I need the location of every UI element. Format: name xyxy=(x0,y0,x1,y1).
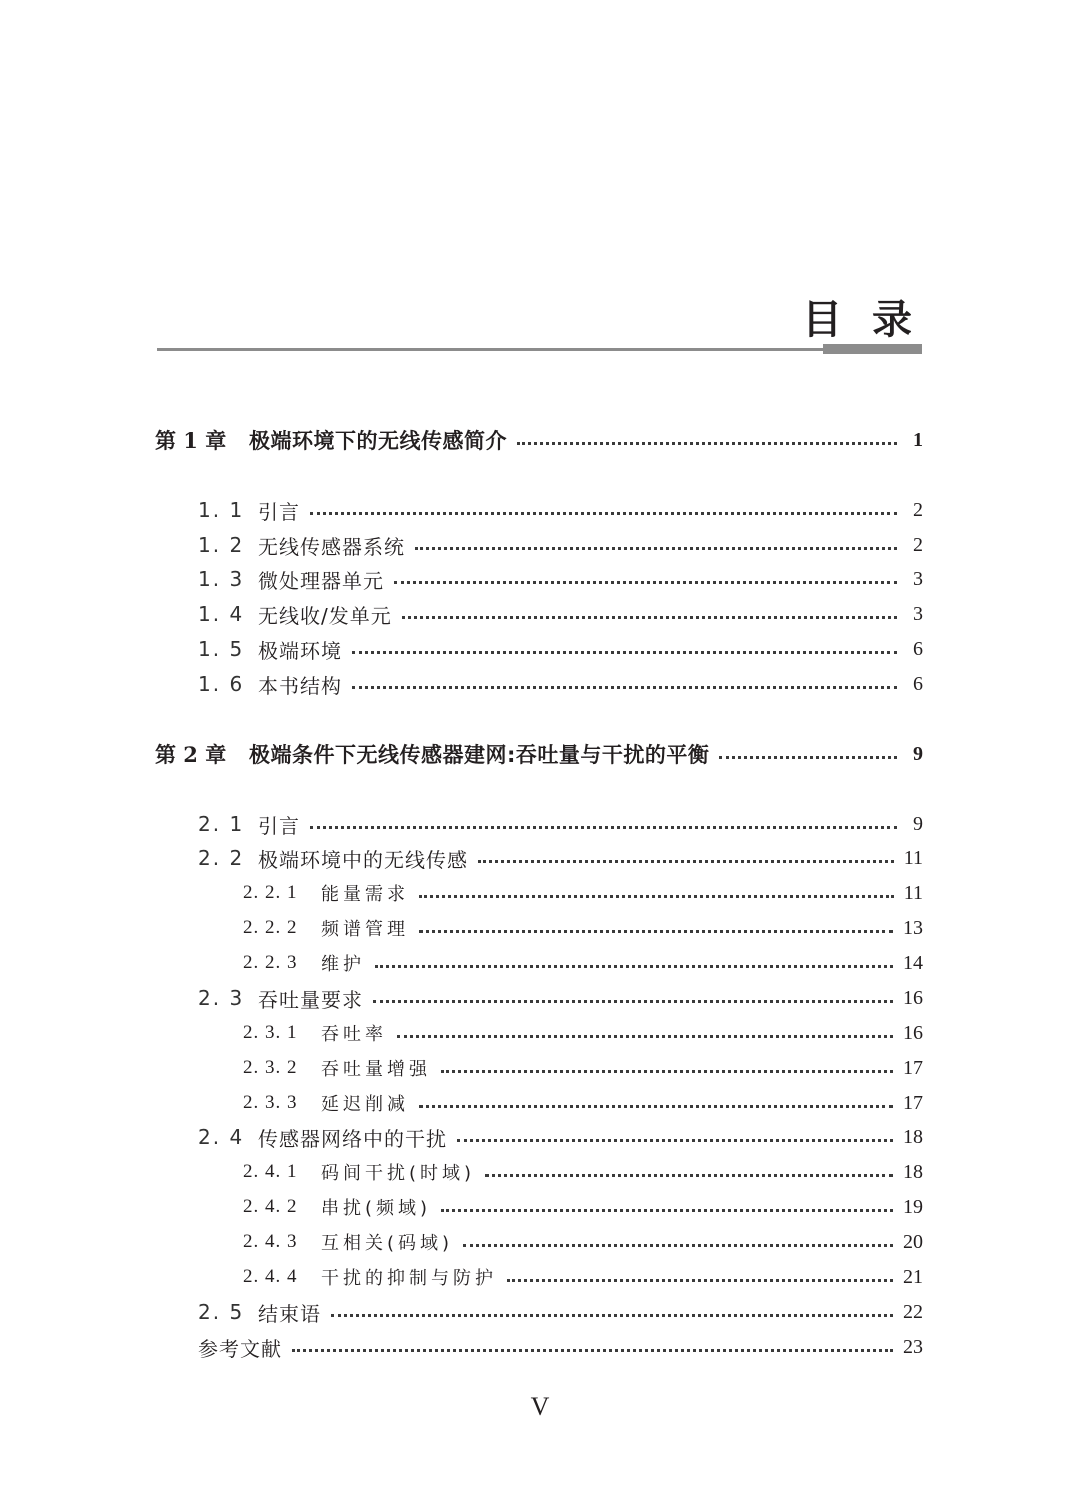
toc-entry-1-6[interactable] xyxy=(198,667,923,701)
toc-entry-1-3[interactable] xyxy=(198,562,923,596)
toc-entry-number: 1. 4 xyxy=(198,602,245,626)
toc-entry-title: 无线传感器系统 xyxy=(258,534,405,559)
toc-entry-page: 3 xyxy=(913,567,923,590)
toc-leader xyxy=(394,581,897,584)
toc-entry-number: 2. 4 xyxy=(198,1125,245,1149)
toc-leader xyxy=(463,1244,893,1247)
toc-entry-number: 2. 1 xyxy=(198,812,245,836)
toc-entry-page: 6 xyxy=(913,672,923,695)
toc-entry-page: 11 xyxy=(903,881,923,904)
title-rule xyxy=(157,348,823,351)
toc-entry-number: 2. 4. 4 xyxy=(243,1266,298,1287)
toc-entry-title: 吞吐量要求 xyxy=(258,987,363,1012)
toc-entry-2-1[interactable] xyxy=(198,807,923,841)
toc-entry-number: 1. 6 xyxy=(198,672,245,696)
toc-entry-title: 干扰的抑制与防护 xyxy=(321,1268,497,1289)
toc-entry-2-4-4[interactable] xyxy=(243,1260,923,1294)
toc-entry-2-2-1[interactable] xyxy=(243,876,923,910)
toc-entry-title: 传感器网络中的干扰 xyxy=(258,1126,447,1151)
toc-entry-page: 23 xyxy=(903,1335,923,1358)
toc-leader xyxy=(375,965,893,968)
toc-entry-1-5[interactable] xyxy=(198,632,923,666)
toc-entry-number: 2. 4. 1 xyxy=(243,1161,298,1182)
toc-entry-1-2[interactable] xyxy=(198,528,923,562)
toc-entry-title: 吞吐量增强 xyxy=(321,1059,431,1080)
title-rule-accent xyxy=(823,344,922,354)
toc-entry-title: 码间干扰(时域) xyxy=(321,1163,476,1184)
toc-entry-number: 1. 2 xyxy=(198,533,245,557)
toc-entry-number: 2. 2. 3 xyxy=(243,952,298,973)
toc-entry-title: 微处理器单元 xyxy=(258,568,384,593)
toc-entry-title: 极端环境下的无线传感简介 xyxy=(249,429,507,453)
toc-entry-title: 极端条件下无线传感器建网:吞吐量与干扰的平衡 xyxy=(249,743,710,767)
toc-entry-page: 19 xyxy=(903,1195,923,1218)
toc-entry-title: 引言 xyxy=(258,499,300,524)
toc-entry-2-4[interactable] xyxy=(198,1120,923,1154)
toc-entry-number: 2. 4. 2 xyxy=(243,1196,298,1217)
toc-entry-page: 18 xyxy=(903,1125,923,1148)
toc-leader xyxy=(441,1209,893,1212)
toc-entry-title: 互相关(码域) xyxy=(321,1233,454,1254)
toc-leader xyxy=(292,1349,893,1352)
page-number: V xyxy=(530,1392,550,1421)
toc-leader xyxy=(719,756,897,759)
toc-entry-chapter-2[interactable] xyxy=(155,737,923,771)
toc-leader xyxy=(457,1139,893,1142)
toc-entry-page: 3 xyxy=(913,602,923,625)
toc-entry-page: 22 xyxy=(903,1300,923,1323)
toc-entry-page: 9 xyxy=(913,742,923,765)
toc-entry-page: 13 xyxy=(903,916,923,939)
toc-entry-title: 频谱管理 xyxy=(321,919,409,940)
toc-entry-title: 无线收/发单元 xyxy=(258,603,392,628)
toc-entry-number: 2. 2. 1 xyxy=(243,882,298,903)
toc-entry-page: 2 xyxy=(913,533,923,556)
toc-leader xyxy=(415,547,897,550)
toc-entry-title: 延迟削减 xyxy=(321,1094,409,1115)
toc-leader xyxy=(419,1105,893,1108)
toc-leader xyxy=(397,1035,893,1038)
toc-leader xyxy=(485,1174,893,1177)
toc-entry-2-2-3[interactable] xyxy=(243,946,923,980)
toc-entry-title: 能量需求 xyxy=(321,884,409,905)
toc-entry-number: 2. 4. 3 xyxy=(243,1231,298,1252)
toc-entry-page: 14 xyxy=(903,951,923,974)
toc-entry-page: 21 xyxy=(903,1265,923,1288)
toc-leader xyxy=(507,1279,893,1282)
toc-entry-2-4-1[interactable] xyxy=(243,1155,923,1189)
toc-entry-number: 第 1 章 xyxy=(155,428,227,453)
toc-entry-2-3-1[interactable] xyxy=(243,1016,923,1050)
toc-entry-2-2-2[interactable] xyxy=(243,911,923,945)
toc-entry-title: 引言 xyxy=(258,813,300,838)
toc-leader xyxy=(373,1000,893,1003)
toc-leader xyxy=(402,616,897,619)
toc-entry-page: 11 xyxy=(903,846,923,869)
toc-entry-number: 2. 3. 3 xyxy=(243,1092,298,1113)
toc-entry-title: 极端环境中的无线传感 xyxy=(258,847,468,872)
toc-entry-title: 极端环境 xyxy=(258,638,342,663)
toc-entry-2-3-2[interactable] xyxy=(243,1051,923,1085)
toc-entry-number: 2. 5 xyxy=(198,1300,245,1324)
toc-entry-number: 1. 3 xyxy=(198,567,245,591)
toc-entry-2-4-3[interactable] xyxy=(243,1225,923,1259)
toc-entry-page: 18 xyxy=(903,1160,923,1183)
toc-leader xyxy=(352,651,897,654)
toc-entry-2-5[interactable] xyxy=(198,1295,923,1329)
toc-entry-title: 参考文献 xyxy=(198,1336,282,1361)
toc-entry-page: 17 xyxy=(903,1056,923,1079)
toc-entry-number: 2. 3. 1 xyxy=(243,1022,298,1043)
toc-entry-2-2[interactable] xyxy=(198,841,923,875)
toc-entry-chapter-1[interactable] xyxy=(155,423,923,457)
toc-entry-page: 16 xyxy=(903,986,923,1009)
toc-entry-page: 20 xyxy=(903,1230,923,1253)
toc-entry-number: 2. 3. 2 xyxy=(243,1057,298,1078)
toc-entry-references[interactable] xyxy=(198,1330,923,1364)
toc-entry-1-4[interactable] xyxy=(198,597,923,631)
toc-entry-2-4-2[interactable] xyxy=(243,1190,923,1224)
toc-leader xyxy=(517,442,897,445)
toc-entry-2-3[interactable] xyxy=(198,981,923,1015)
toc-entry-page: 9 xyxy=(913,812,923,835)
toc-leader xyxy=(478,860,894,863)
toc-leader xyxy=(310,826,897,829)
toc-leader xyxy=(441,1070,893,1073)
page-title: 目 录 xyxy=(802,297,920,343)
toc-entry-number: 第 2 章 xyxy=(155,742,227,767)
toc-leader xyxy=(419,895,894,898)
toc-entry-page: 16 xyxy=(903,1021,923,1044)
toc-entry-title: 吞吐率 xyxy=(321,1024,387,1045)
toc-entry-title: 串扰(频域) xyxy=(321,1198,432,1219)
toc-entry-page: 2 xyxy=(913,498,923,521)
toc-entry-number: 2. 2. 2 xyxy=(243,917,298,938)
toc-entry-title: 维护 xyxy=(321,954,365,975)
toc-entry-title: 本书结构 xyxy=(258,673,342,698)
toc-entry-title: 结束语 xyxy=(258,1301,321,1326)
toc-entry-page: 6 xyxy=(913,637,923,660)
toc-leader xyxy=(352,686,897,689)
toc-entry-page: 1 xyxy=(913,428,923,451)
toc-entry-page: 17 xyxy=(903,1091,923,1114)
toc-entry-number: 2. 2 xyxy=(198,846,245,870)
toc-entry-number: 1. 5 xyxy=(198,637,245,661)
toc-entry-number: 2. 3 xyxy=(198,986,245,1010)
toc-entry-2-3-3[interactable] xyxy=(243,1086,923,1120)
toc-entry-1-1[interactable] xyxy=(198,493,923,527)
toc-leader xyxy=(419,930,893,933)
toc-entry-number: 1. 1 xyxy=(198,498,245,522)
toc-leader xyxy=(331,1314,893,1317)
toc-leader xyxy=(310,512,897,515)
